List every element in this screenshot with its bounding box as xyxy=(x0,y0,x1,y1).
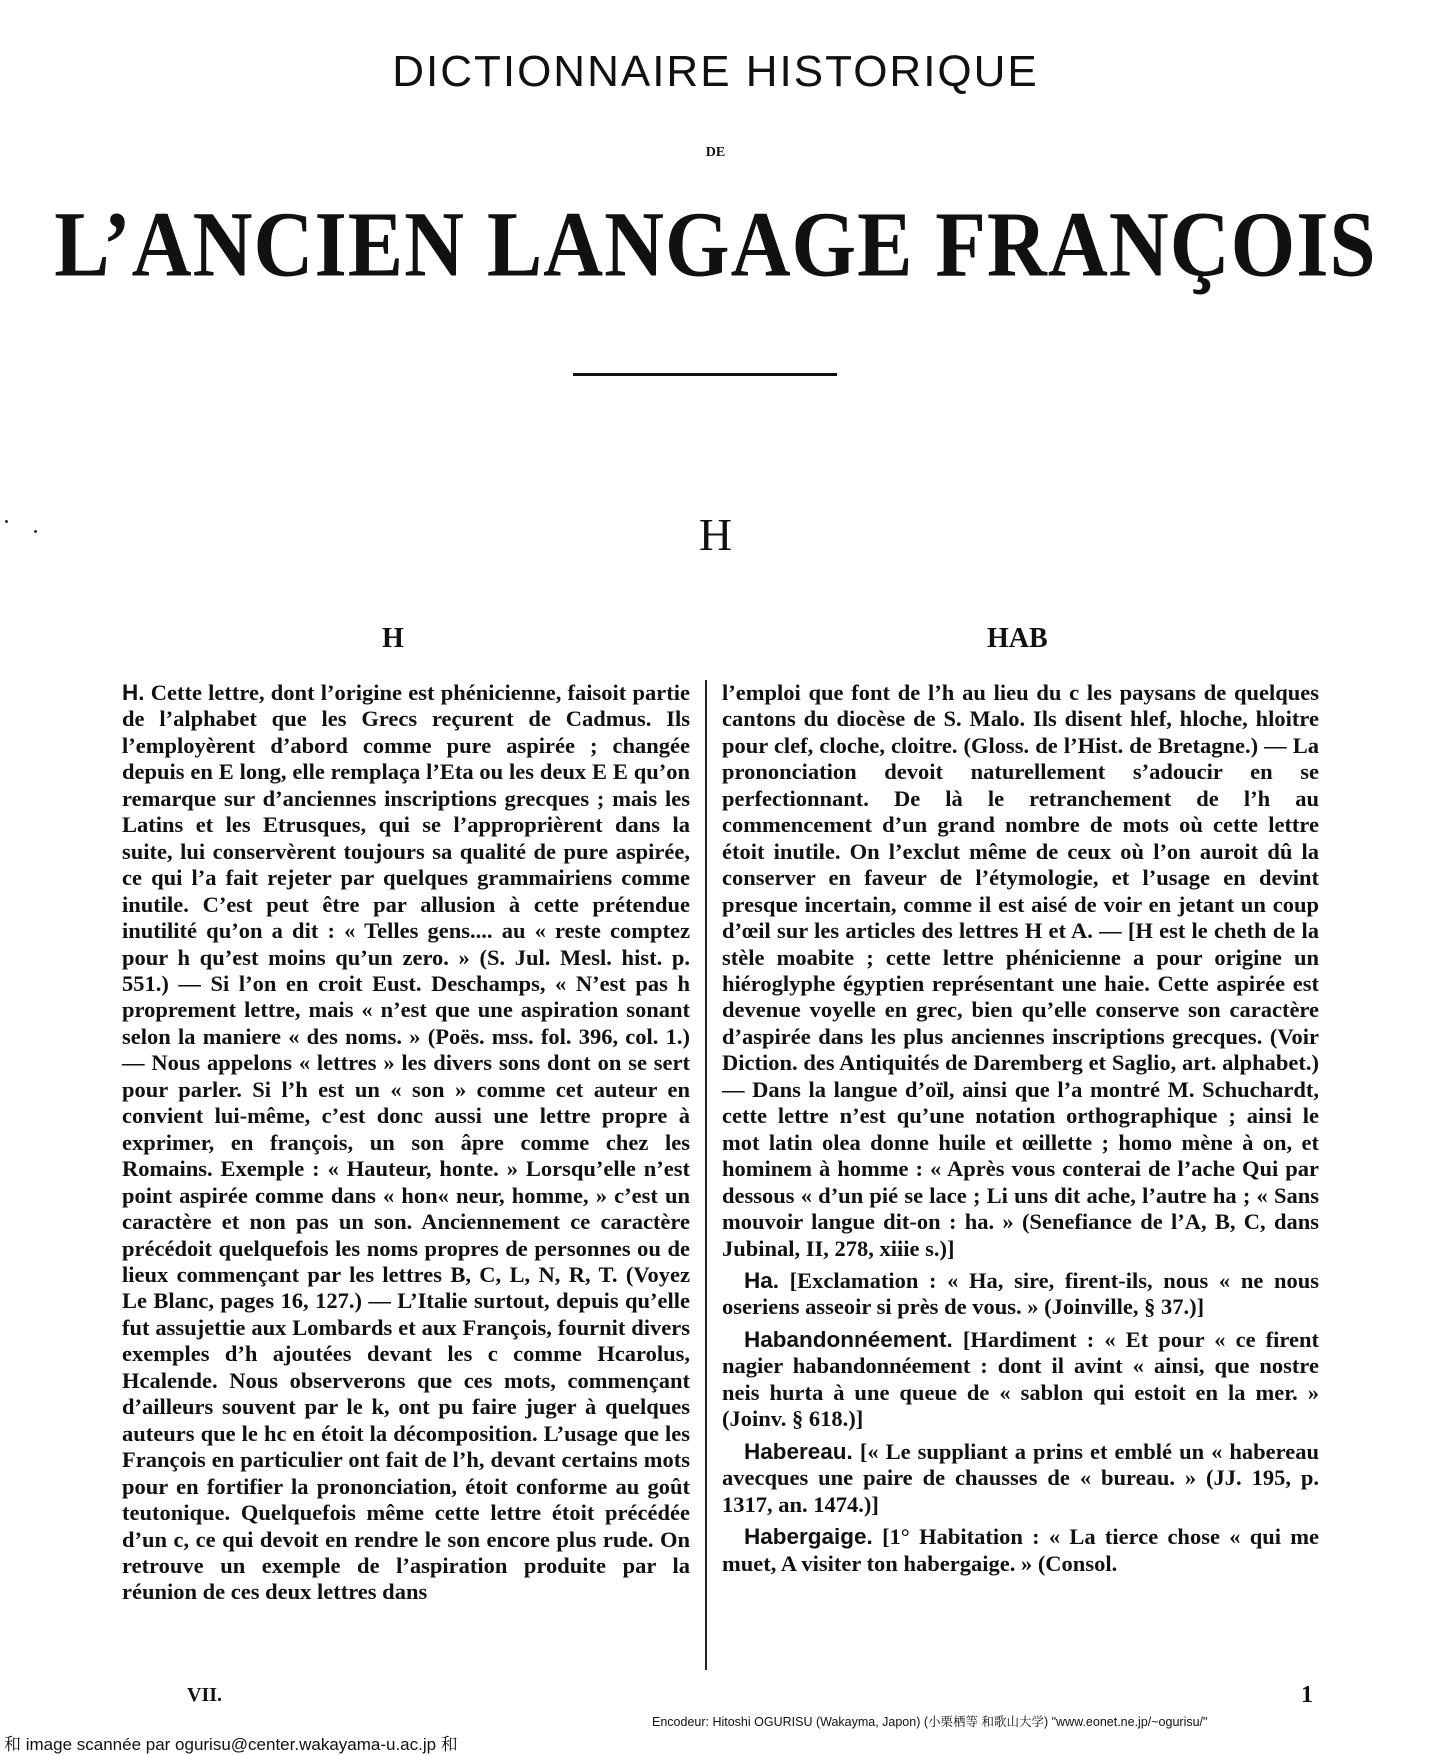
section-letter: H xyxy=(698,509,733,560)
column-divider xyxy=(705,680,707,1670)
scan-speck xyxy=(34,530,37,533)
entry-h xyxy=(122,680,690,1606)
entry-habandonneement xyxy=(722,1327,1319,1433)
signature-mark: VII. xyxy=(187,1684,223,1706)
entry-text: [1° Habitation : « La tierce chose « qui me muet, A visiter ton habergaige. » (Consol. xyxy=(722,1524,1319,1576)
encoder-credit: Encodeur: Hitoshi OGURISU (Wakayma, Japon) (小栗栖等 和歌山大学) "www.eonet.ne.jp/~ogurisu/" xyxy=(652,1715,1208,1729)
entry-headword: H. xyxy=(122,680,145,705)
title-rule xyxy=(573,373,837,376)
entry-habereau xyxy=(722,1439,1319,1518)
entry-text: [Hardiment : « Et pour « ce firent nagier habandonnéement : dont il avint « ainsi, que nostre neis hurta à une queue de « sablon qui estoit en la mer. » (Joinv. § 618.)] xyxy=(722,1326,1319,1432)
entry-ha xyxy=(722,1268,1319,1321)
entry-text: Cette lettre, dont l’origine est phénicienne, faisoit partie de l’alphabet que les Grecs reçurent de Cadmus. Ils l’employèrent d’abord comme pure aspirée ; changée depuis en E long, elle remplaça l’Eta ou les deux E E qu’on remarque sur d’anciennes inscriptions grecques ; mais les Latins et les Etrusques, qui se l’approprièrent dans la suite, lui conservèrent toujours sa qualité de pure aspirée, ce qui l’a fait rejeter par quelques grammairiens comme inutile. C’est peut être par allusion à cette prétendue inutilité qu’on a dit : « Telles gens.... au « reste comptez pour h qu’est moins qu’un zero. » (S. Jul. Mesl. hist. p. 551.) — Si l’on en croit Eust. Deschamps, « N’est pas h proprement lettre, mais « n’est que une aspiration sonant selon la maniere « des noms. » (Poës. mss. fol. 396, col. 1.) — Nous appelons « lettres » les divers sons dont on se sert pour parler. Si l’h est un « son » comme cet auteur en convient lui-même, c’est donc aussi une lettre propre à exprimer, en françois, un son âpre comme chez les Romains. Exemple : « Hauteur, honte. » Lorsqu’elle n’est point aspirée comme dans « hon« neur, homme, » c’est un caractère et non pas un son. Anciennement ce caractère précédoit quelquefois les noms propres de personnes ou de lieux commençant par les lettres B, C, L, N, R, T. (Voyez Le Blanc, pages 16, 127.) — L’Italie surtout, depuis qu’elle fut assujettie aux Lombards et aux François, fournit divers exemples d’h ajoutées devant les c comme Hcarolus, Hcalende. Nous observerons que ces mots, commençant d’ailleurs souvent par le k, ont pu faire juger à quelques auteurs que le hc en étoit la décomposition. L’usage que les François en particulier ont fait de l’h, devant certains mots pour en fortifier la prononciation, étoit conforme au goût teutonique. Quelquefois même cette lettre étoit précédée d’un c, ce qui devoit en rendre le son encore plus rude. On retrouve un exemple de l’aspiration produite par la réunion de ces deux lettres dans xyxy=(122,680,691,1605)
entry-headword: Habergaige. xyxy=(744,1524,873,1550)
entry-habergaige xyxy=(722,1524,1319,1577)
scan-speck xyxy=(5,520,8,523)
left-column xyxy=(122,680,690,1606)
title-connector: DE xyxy=(705,145,726,160)
scan-credit: 和 image scannée par ogurisu@center.wakayama-u.ac.jp 和 xyxy=(4,1735,458,1754)
entry-headword: Habandonnéement. xyxy=(744,1326,953,1352)
dictionary-title: DICTIONNAIRE HISTORIQUE xyxy=(392,47,1039,96)
page-number: 1 xyxy=(1301,1682,1313,1708)
entry-headword: Habereau. xyxy=(744,1438,853,1464)
entry-text: [« Le suppliant a prins et emblé un « habereau avecques une paire de chausses de « bureau. » (JJ. 195, p. 1317, an. 1474.)] xyxy=(722,1438,1319,1517)
right-column xyxy=(722,680,1319,1577)
right-running-head: HAB xyxy=(987,623,1048,654)
entry-headword: Ha. xyxy=(744,1267,780,1293)
entry-text: [Exclamation : « Ha, sire, firent-ils, nous « ne nous oseriens asseoir si près de vous. » (Joinville, § 37.)] xyxy=(722,1267,1319,1320)
entry-h-continuation: l’emploi que font de l’h au lieu du c les paysans de quelques cantons du diocèse de S. Malo. Ils disent hlef, hloche, hloitre pour clef, cloche, cloitre. (Gloss. de l’Hist. de Bretagne.) — La prononciation devoit naturellement s’adoucir en se perfectionnant. De là le retranchement de l’h au commencement d’un grand nombre de mots où cette lettre étoit inutile. On l’exclut même de ceux où l’on auroit dû la conserver en faveur de l’étymologie, et l’usage en devint presque incertain, comme il est aisé de voir en jetant un coup d’œil sur les articles des lettres H et A. — [H est le cheth de la stèle moabite ; cette lettre phénicienne a pour origine un hiéroglyphe égyptien représentant une haie. Cette aspirée est devenue voyelle en grec, bien qu’elle conserve son caractère d’aspirée dans les plus anciennes inscriptions grecques. (Voir Diction. des Antiquités de Daremberg et Saglio, art. alphabet.) — Dans la langue d’oïl, ainsi que l’a montré M. Schuchardt, cette lettre n’est qu’une notation orthographique ; ainsi le mot latin olea donne huile et œillette ; homo mène à on, et hominem à homme : « Après vous conterai de l’ache Qui par dessous « d’un pié se lace ; Li uns dit ache, l’autre ha ; « Sans mouvoir langue dit-on : ha. » (Senefiance de l’A, B, C, dans Jubinal, II, 278, xiiie s.)] xyxy=(722,680,1319,1261)
left-running-head: H xyxy=(382,623,404,654)
language-title: L’ANCIEN LANGAGE FRANÇOIS xyxy=(54,192,1377,296)
